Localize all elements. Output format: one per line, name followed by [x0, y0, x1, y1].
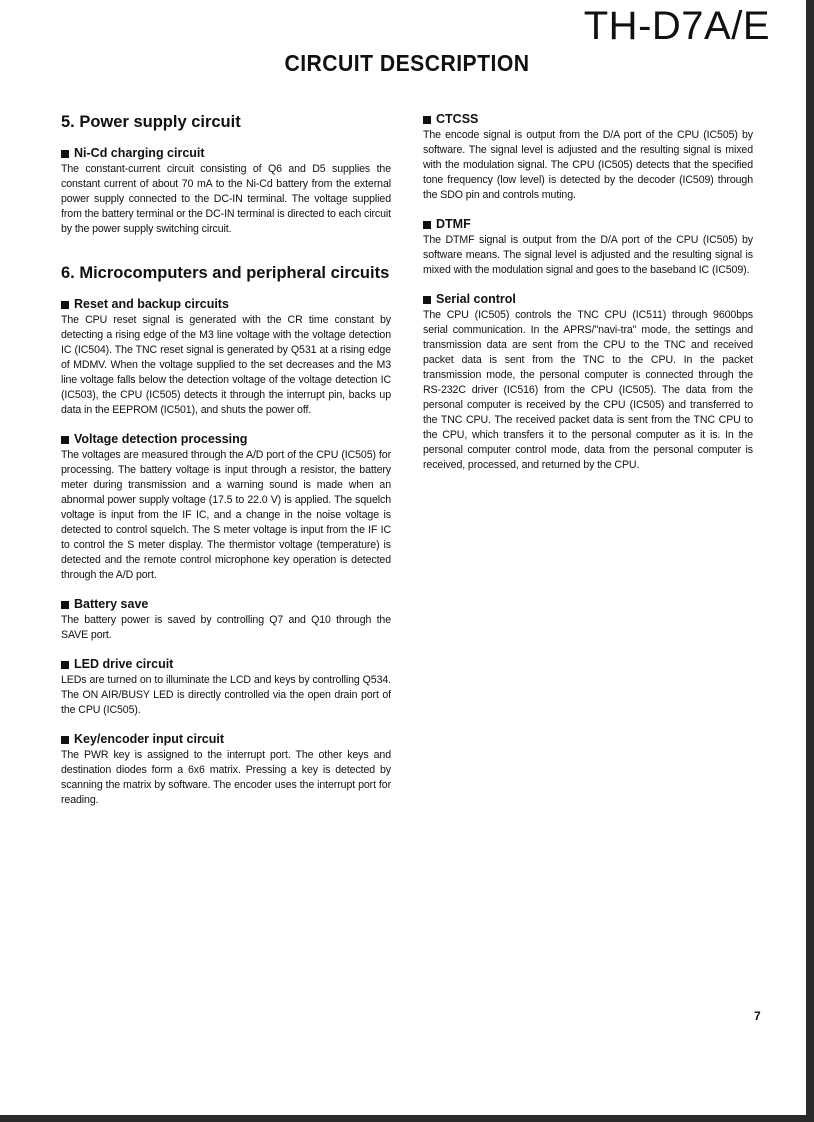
- square-bullet-icon: [61, 601, 69, 609]
- scan-edge-bottom: [0, 1115, 814, 1122]
- square-bullet-icon: [423, 296, 431, 304]
- scan-edge-right: [806, 0, 814, 1122]
- model-number: TH-D7A/E: [583, 4, 770, 48]
- section-6-title: 6. Microcomputers and peripheral circuits: [61, 264, 390, 282]
- led-drive-body: LEDs are turned on to illuminate the LCD and keys by controlling Q534. The ON AIR/BUSY LED is directly controlled via the open drain port of the CPU (IC505).: [61, 674, 391, 716]
- section-5-title: 5. Power supply circuit: [61, 113, 241, 131]
- reset-backup-section: [61, 297, 391, 418]
- serial-control-section: [423, 292, 753, 473]
- reset-backup-title: Reset and backup circuits: [74, 297, 229, 311]
- ctcss-section: [423, 112, 753, 203]
- left-column: [61, 112, 391, 822]
- led-drive-title: LED drive circuit: [74, 657, 174, 671]
- nicd-charging-title: Ni-Cd charging circuit: [74, 146, 205, 160]
- battery-save-title: Battery save: [74, 597, 149, 611]
- voltage-detection-body: The voltages are measured through the A/D port of the CPU (IC505) for processing. The battery voltage is input through a resistor, the battery meter during transmission and a warning sound is made when an abnormal power supply voltage (17.5 to 22.0 V) is applied. The squelch voltage is input from the IF IC, and a change in the noise voltage is detected to control squelch. The S meter voltage is input from the IF IC to control the S meter display. The thermistor voltage (temperature) is detected and the remote control microphone key operation is detected through the A/D port.: [61, 449, 391, 581]
- key-encoder-title: Key/encoder input circuit: [74, 732, 225, 746]
- serial-control-body: The CPU (IC505) controls the TNC CPU (IC511) through 9600bps serial communication. In the APRS/"navi-tra" mode, the settings and transmission data are sent from the CPU to the TNC and received packet data is sent from the TNC to the CPU. In the packet transmission mode, the personal computer is connected through the RS-232C driver (IC516) from the CPU (IC505). The data from the personal computer is received by the CPU (IC505) and transferred to the TNC CPU. The received packet data is sent from the TNC CPU to the CPU, which transfers it to the personal computer as it is. In the personal computer control mode, data from the personal computer is received, processed, and returned by the CPU.: [423, 309, 753, 471]
- ctcss-body: The encode signal is output from the D/A port of the CPU (IC505) by software. The signal level is adjusted and the resulting signal is mixed with the modulation signal. The CPU (IC505) detects that the specified tone frequency (low level) is detected by the decoder (IC509) through the SDO pin and controls muting.: [423, 129, 753, 201]
- square-bullet-icon: [423, 221, 431, 229]
- page-number: 7: [754, 1009, 761, 1023]
- dtmf-section: [423, 217, 753, 278]
- page-title: CIRCUIT DESCRIPTION: [284, 50, 530, 76]
- square-bullet-icon: [61, 436, 69, 444]
- square-bullet-icon: [61, 301, 69, 309]
- square-bullet-icon: [61, 661, 69, 669]
- key-encoder-body: The PWR key is assigned to the interrupt port. The other keys and destination diodes form a 6x6 matrix. Pressing a key is detected by scanning the matrix by software. The encoder uses the interrupt port for reading.: [61, 749, 391, 806]
- voltage-detection-section: [61, 432, 391, 583]
- serial-control-title: Serial control: [436, 292, 516, 306]
- battery-save-body: The battery power is saved by controlling Q7 and Q10 through the SAVE port.: [61, 614, 391, 641]
- voltage-detection-title: Voltage detection processing: [74, 432, 248, 446]
- key-encoder-section: [61, 732, 391, 808]
- dtmf-body: The DTMF signal is output from the D/A port of the CPU (IC505) by software means. The signal level is adjusted and the resulting signal is mixed with the modulation signal and goes to the baseband IC (IC509).: [423, 234, 753, 276]
- right-column: [423, 112, 753, 487]
- square-bullet-icon: [423, 116, 431, 124]
- square-bullet-icon: [61, 150, 69, 158]
- nicd-charging-section: [61, 146, 391, 237]
- battery-save-section: [61, 597, 391, 643]
- square-bullet-icon: [61, 736, 69, 744]
- dtmf-title: DTMF: [436, 217, 471, 231]
- led-drive-section: [61, 657, 391, 718]
- reset-backup-body: The CPU reset signal is generated with the CR time constant by detecting a rising edge of the M3 line voltage with the voltage detection IC (IC504). The TNC reset signal is generated by Q531 at a rising edge of MDMV. When the voltage supplied to the set decreases and the M3 line voltage falls below the detection voltage of the voltage detection IC (IC503), the CPU (IC505) detects it through the interrupt pin, backs up data in the EEPROM (IC501), and shuts the power off.: [61, 314, 391, 416]
- ctcss-title: CTCSS: [436, 112, 479, 126]
- nicd-charging-body: The constant-current circuit consisting of Q6 and D5 supplies the constant current of about 70 mA to the Ni-Cd battery from the external power supply connected to the DC-IN terminal. The voltage supplied from the battery terminal or the DC-IN terminal is directed to each circuit by the power supply switching circuit.: [61, 163, 391, 235]
